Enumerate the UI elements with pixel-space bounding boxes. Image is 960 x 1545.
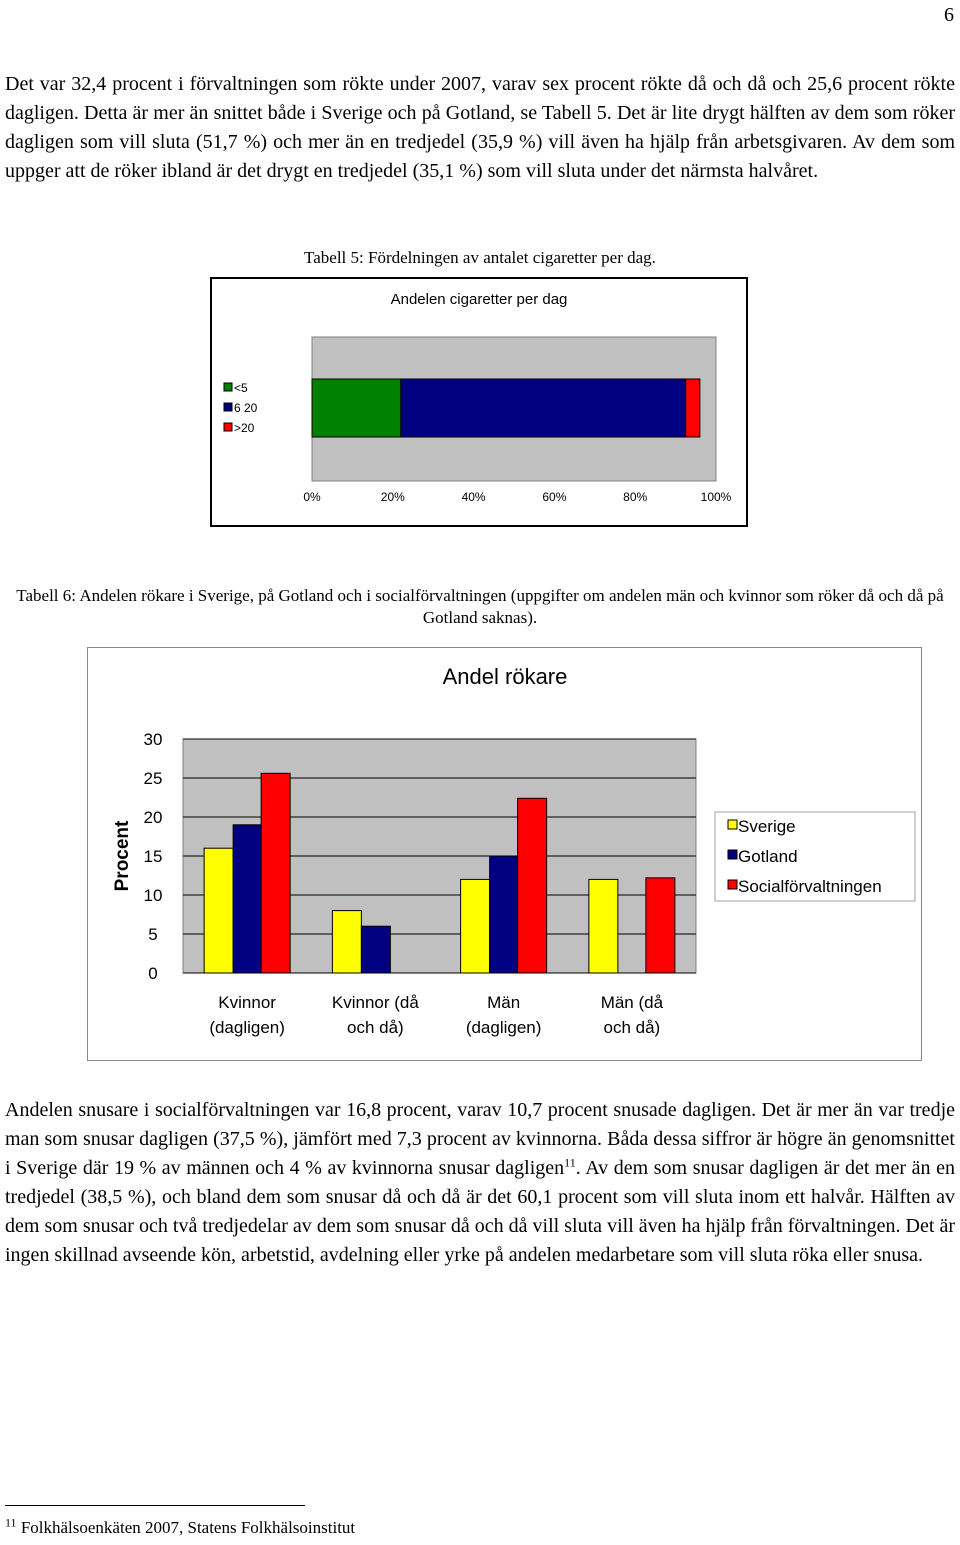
chart2-x-category-label: (dagligen) [465, 1018, 542, 1037]
paragraph-smoking: Det var 32,4 procent i förvaltningen som rökte under 2007, varav sex procent rökte då och då och 25,6 procent rökte dagligen. Detta är mer än snittet både i Sverige och på Gotland, se Tabell 5. Det är lite drygt hälften av dem som röker dagligen som vill sluta (51,7 %) och mer än en tredjedel (35,9 %) vill även ha hjälp från arbetsgivaren. Av dem som uppger att de röker ibland är det drygt en tredjedel (35,1 %) som vill sluta under det närmsta halvåret. [5, 73, 955, 182]
chart1-legend-swatch-1 [224, 403, 232, 411]
chart2-legend-swatch-2 [728, 880, 737, 889]
chart2-y-tick: 5 [148, 925, 158, 944]
chart2-x-category-label: och då) [603, 1018, 661, 1037]
chart2-legend-swatch-1 [728, 850, 737, 859]
page-number: 6 [944, 4, 954, 26]
chart2-x-category-label: Män (då [600, 993, 664, 1012]
chart2-bar-0-0 [204, 848, 233, 973]
chart2-bar-2-0 [461, 879, 490, 973]
chart1-legend-swatch-2 [224, 423, 232, 431]
chart1-x-tick: 0% [303, 490, 321, 504]
paragraph-snuff-text-1: Andelen snusare i socialförvaltningen var 16,8 procent, varav 10,7 procent snusade dagligen. Det är mer än var tredje man som snusar dagligen (37,5 %), jämfört med 7,3 procent av kvinnorna. Båda dessa siffror är högre än genomsnittet i Sverige där 19 % av männen och 4 % av kvinnorna snusar dagligen [5, 1099, 955, 1179]
chart1-bar-segment-0 [312, 379, 401, 437]
footnote-ref: 11 [564, 1155, 576, 1170]
chart1-x-tick: 40% [461, 490, 486, 504]
paragraph-snuff-text-2: . Av dem som snusar dagligen är det mer än en tredjedel (38,5 %), och bland dem som snusar då och då är det 60,1 procent som vill sluta inom ett halvår. Hälften av dem som snusar och två tredjedelar av dem som snusar då och då vill sluta vill även ha hjälp från förvaltningen. Det är ingen skillnad avseende kön, arbetstid, avdelning eller yrke på andelen medarbetare som vill sluta röka eller snusa. [5, 1157, 956, 1266]
chart1-x-tick: 60% [542, 490, 567, 504]
chart2-x-category-label: Kvinnor (då [331, 993, 419, 1012]
chart2-y-axis-label: Procent [112, 820, 133, 892]
chart2-legend-label-2: Socialförvaltningen [738, 877, 882, 896]
chart1-bar-segment-2 [686, 379, 700, 437]
chart1-title: Andelen cigaretter per dag [390, 291, 568, 308]
footnote-divider [5, 1505, 305, 1506]
chart1-svg [212, 279, 746, 525]
chart1-legend-swatch-0 [224, 383, 232, 391]
chart2-legend-label-1: Gotland [738, 847, 798, 866]
footnote-number: 11 [5, 1515, 17, 1530]
chart2-legend-swatch-0 [728, 820, 737, 829]
chart2-x-category-label: (dagligen) [209, 1018, 285, 1037]
chart2-y-tick: 30 [143, 730, 163, 749]
chart2-bar-0-2 [261, 773, 290, 973]
chart2-title: Andel rökare [442, 664, 568, 689]
table6-caption: Tabell 6: Andelen rökare i Sverige, på Gotland och i socialförvaltningen (uppgifter om andelen män och kvinnor som röker då och då på Gotland saknas). [16, 586, 944, 627]
chart2-bar-3-0 [589, 879, 618, 973]
chart2-y-tick: 25 [143, 769, 163, 788]
chart2-bar-1-0 [332, 911, 361, 973]
chart2-bar-2-2 [518, 798, 547, 973]
chart2-svg [88, 648, 921, 1060]
chart1-legend-label-1: 6 20 [234, 401, 258, 415]
chart1-x-tick: 80% [623, 490, 648, 504]
chart2-y-tick: 0 [148, 964, 158, 983]
chart1-bar-segment-1 [401, 379, 686, 437]
chart2-y-tick: 10 [143, 886, 163, 905]
cigarettes-per-day-chart [210, 277, 748, 527]
chart2-bar-0-1 [233, 825, 262, 973]
chart2-x-category-label: Män [487, 993, 521, 1012]
chart2-x-category-label: Kvinnor [218, 993, 276, 1012]
chart1-x-tick: 100% [700, 490, 732, 504]
paragraph-snuff [5, 1096, 955, 1270]
chart2-bar-3-2 [646, 878, 675, 973]
chart2-bar-2-1 [490, 856, 519, 973]
chart2-bar-1-1 [361, 926, 390, 973]
chart1-x-tick: 20% [380, 490, 405, 504]
chart2-legend-label-0: Sverige [738, 817, 796, 836]
footnote [5, 1517, 355, 1539]
chart2-y-tick: 20 [143, 808, 163, 827]
table5-caption: Tabell 5: Fördelningen av antalet cigaretter per dag. [304, 248, 656, 267]
chart1-legend-label-0: <5 [234, 381, 248, 395]
chart2-y-tick: 15 [143, 847, 163, 866]
smokers-share-chart [87, 647, 922, 1061]
chart2-x-category-label: och då) [347, 1018, 404, 1037]
chart1-legend-label-2: >20 [234, 421, 255, 435]
footnote-text: Folkhälsoenkäten 2007, Statens Folkhälsoinstitut [20, 1518, 356, 1537]
